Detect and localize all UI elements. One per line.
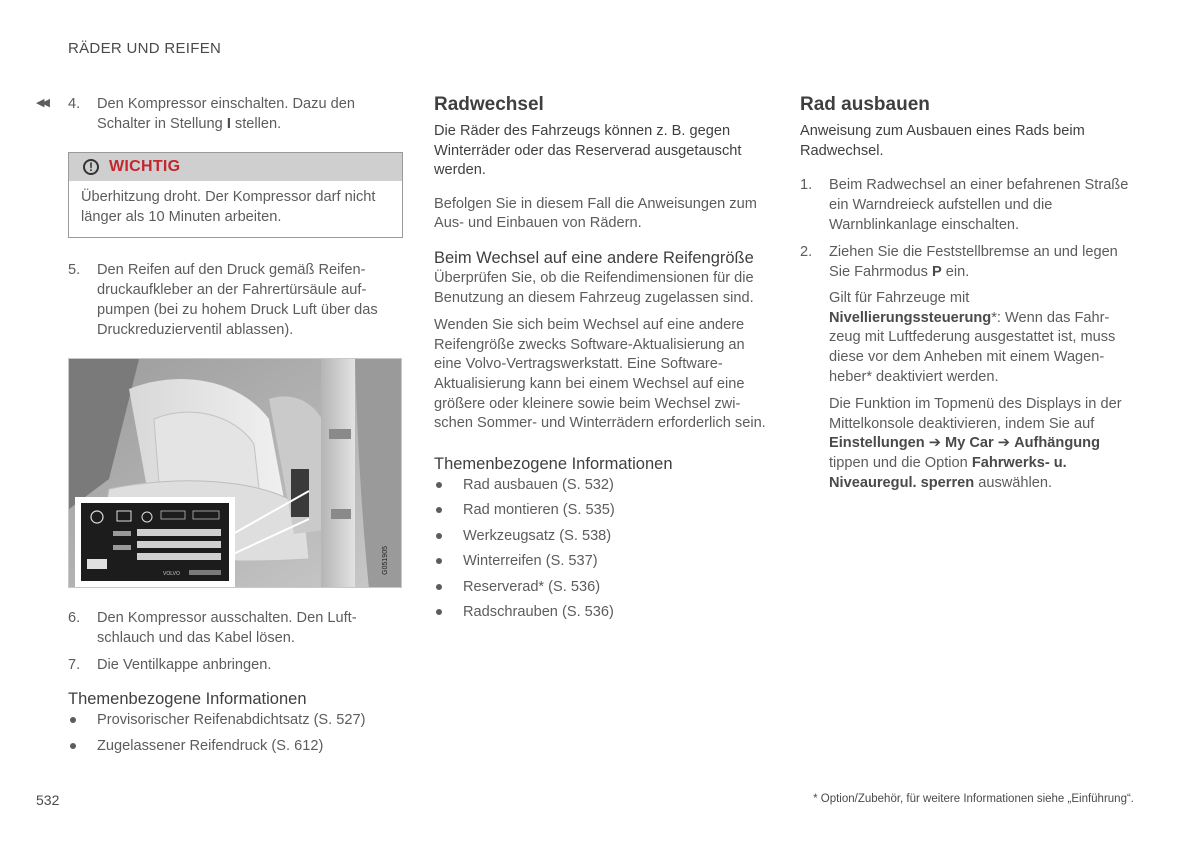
step-number: 5. [68, 262, 81, 278]
related-list [68, 710, 403, 756]
figure-code: G051905 [382, 546, 389, 575]
warning-box [68, 152, 403, 238]
step-1 [800, 175, 1135, 235]
label-brand: VOLVO [163, 571, 180, 577]
bullet-icon [70, 717, 76, 723]
subsection-heading: Beim Wechsel auf eine andere Reifengröße [434, 248, 754, 267]
related-info-heading: Themenbezogene Informationen [434, 454, 673, 473]
menu-suspension: Aufhängung [1014, 435, 1100, 452]
section-title: Radwechsel [434, 94, 544, 115]
section-lead: Die Räder des Fahrzeugs können z. B. gegen Winterräder oder das Reserverad ausgetauscht werden. [434, 123, 742, 179]
warning-title: WICHTIG [109, 158, 181, 175]
column-2 [434, 94, 769, 628]
footnote: * Option/Zubehör, für weitere Informationen siehe „Einführung“. [813, 793, 1134, 805]
arrow-right-icon: ➔ [997, 435, 1011, 452]
related-list [434, 475, 769, 623]
column-3 [800, 94, 1135, 501]
column-1 [68, 94, 403, 761]
step-text: Den Kompressor ausschalten. Den Luftschlauch und das Kabel lösen. [97, 610, 357, 646]
related-link[interactable]: Rad montieren (S. 535) [434, 500, 769, 520]
tire-pressure-label-photo [68, 358, 402, 588]
step-4 [68, 94, 403, 134]
step-text: Die Ventilkappe anbringen. [97, 657, 272, 673]
menu-my-car: My Car [945, 435, 994, 452]
deactivate-instruction: Die Funktion im Topmenü des Displays in der Mittelkonsole deaktivieren, indem Sie auf Einstellungen ➔ My Car ➔ Aufhängung tippen und die Option Fahrwerks- u. Niveauregul. sperren auswählen. [829, 396, 1122, 491]
bullet-icon [436, 533, 442, 539]
car-interior-illustration [69, 359, 402, 588]
page-number: 532 [36, 792, 60, 808]
step-text-end: ein. [941, 264, 970, 281]
continued-from-previous-icon: ◀◀ [36, 97, 47, 109]
step-6 [68, 608, 403, 648]
step-5 [68, 260, 403, 340]
related-link[interactable]: Provisorischer Reifenabdichtsatz (S. 527) [68, 710, 403, 730]
section-title: Rad ausbauen [800, 94, 930, 115]
related-link[interactable]: Werkzeugsatz (S. 538) [434, 526, 769, 546]
air-suspension-note: Gilt für Fahrzeuge mit Nivellierungssteuerung*: Wenn das Fahrzeug mit Luftfederung ausgestattet ist, muss diese vor dem Anheben mit einem Wagenheber* deaktiviert werden. [829, 290, 1116, 385]
step-number: 7. [68, 657, 81, 673]
step-number: 6. [68, 610, 81, 626]
bullet-icon [436, 558, 442, 564]
switch-position: I [226, 116, 231, 132]
option-lock-suspension: Fahrwerks- u. Niveauregul. sperren [829, 454, 1067, 491]
step-number: 2. [800, 244, 813, 261]
step-7 [68, 655, 403, 675]
related-link[interactable]: Zugelassener Reifendruck (S. 612) [68, 736, 403, 756]
chapter-title: RÄDER UND REIFEN [68, 40, 222, 57]
warning-header [69, 153, 402, 181]
bullet-icon [70, 743, 76, 749]
step-text-end: stellen. [230, 116, 282, 132]
exclamation-icon: ! [83, 159, 99, 175]
option-name: Nivellierungssteuerung [829, 309, 992, 326]
related-link[interactable]: Rad ausbauen (S. 532) [434, 475, 769, 495]
step-number: 4. [68, 96, 81, 112]
bullet-icon [436, 482, 442, 488]
paragraph: Befolgen Sie in diesem Fall die Anweisungen zum Aus- und Einbauen von Rädern. [434, 195, 757, 232]
bullet-icon [436, 507, 442, 513]
related-link[interactable]: Radschrauben (S. 536) [434, 602, 769, 622]
related-info-heading: Themenbezogene Informationen [68, 690, 307, 708]
related-link[interactable]: Winterreifen (S. 537) [434, 551, 769, 571]
step-text: Den Kompressor einschalten. Dazu den Schalter in Stellung [97, 96, 355, 132]
paragraph: Wenden Sie sich beim Wechsel auf eine andere Reifengröße zwecks Software-Aktualisierung an eine Volvo-Vertragswerkstatt. Eine Software-Aktualisierung kann bei einem Wechsel auf eine größere oder kleinere sowie beim Wechsel zwischen Sommer- und Winterrädern erforderlich sein. [434, 317, 766, 432]
arrow-right-icon: ➔ [928, 435, 941, 452]
drive-mode: P [932, 264, 942, 281]
related-link[interactable]: Reserverad* (S. 536) [434, 577, 769, 597]
section-lead: Anweisung zum Ausbauen eines Rads beim Radwechsel. [800, 123, 1085, 159]
step-2 [800, 242, 1135, 282]
paragraph: Überprüfen Sie, ob die Reifendimensionen für die Benutzung an diesem Fahrzeug zugelassen sind. [434, 269, 754, 306]
bullet-icon [436, 609, 442, 615]
step-text: Ziehen Sie die Feststellbremse an und legen Sie Fahrmodus [829, 244, 1118, 281]
menu-settings: Einstellungen [829, 435, 925, 452]
step-text: Beim Radwechsel an einer befahrenen Straße ein Warndreieck aufstellen und die Warnblinkanlage einschalten. [829, 177, 1129, 234]
step-number: 1. [800, 177, 813, 194]
bullet-icon [436, 584, 442, 590]
step-text: Den Reifen auf den Druck gemäß Reifendruckaufkleber an der Fahrertürsäule aufpumpen (bei zu hohem Druck Luft über das Druckreduzierventil ablassen). [97, 262, 378, 338]
warning-text: Überhitzung droht. Der Kompressor darf nicht länger als 10 Minuten arbeiten. [81, 189, 376, 225]
